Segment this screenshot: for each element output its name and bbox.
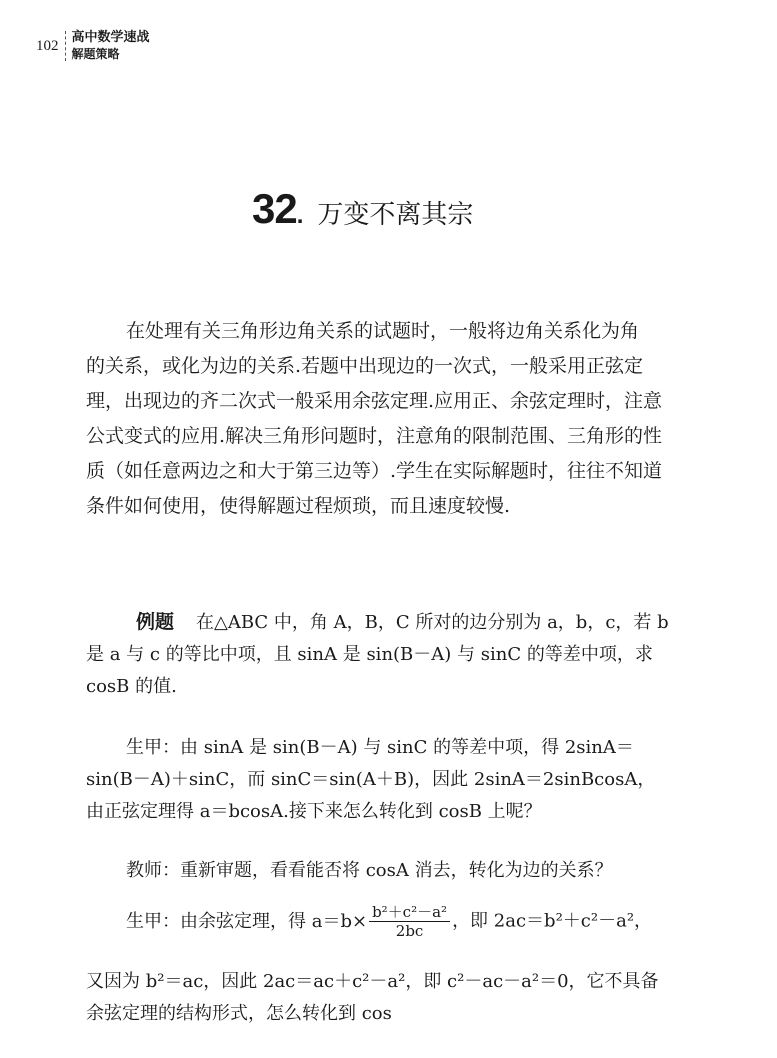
example-line: 在△ABC 中，角 A，B，C 所对的边分别为 a，b，c，若 b — [196, 612, 669, 633]
intro-line: 质（如任意两边之和大于第三边等）.学生在实际解题时，往往不知道 — [86, 460, 663, 482]
dialogue-text: 生甲：由余弦定理，得 a＝b× — [126, 910, 368, 932]
chapter-title: 万变不离其宗 — [317, 200, 474, 230]
dialogue-line: 由正弦定理得 a＝bcosA.接下来怎么转化到 cosB 上呢？ — [86, 801, 542, 822]
intro-line: 在处理有关三角形边角关系的试题时，一般将边角关系化为角 — [126, 320, 640, 342]
chapter-heading — [252, 185, 473, 233]
dialogue-line: 又因为 b²＝ac，因此 2ac＝ac＋c²－a²，即 c²－ac－a²＝0，它不具备 — [86, 971, 659, 992]
fraction-numerator: b²＋c²－a² — [369, 903, 450, 922]
example-line: cosB 的值. — [86, 676, 177, 697]
fraction-denominator: 2bc — [395, 922, 424, 940]
intro-line: 条件如何使用，使得解题过程烦琐，而且速度较慢. — [86, 495, 511, 517]
dialogue-line: 教师：重新审题，看看能否将 cosA 消去，转化为边的关系？ — [126, 860, 613, 881]
page-number: 102 — [36, 37, 59, 54]
example-problem — [86, 606, 722, 703]
fraction — [369, 903, 450, 940]
intro-paragraph — [86, 314, 722, 524]
header-divider — [65, 31, 66, 61]
student-a-paragraph-1 — [86, 732, 722, 828]
header-titles — [72, 30, 150, 62]
book-subtitle: 解题策略 — [71, 47, 120, 61]
intro-line: 公式变式的应用.解决三角形问题时，注意角的限制范围、三角形的性 — [86, 425, 663, 447]
dialogue-text: ，即 2ac＝b²＋c²－a²， — [452, 910, 653, 932]
student-a-paragraph-2 — [86, 903, 722, 940]
intro-line: 理，出现边的齐二次式一般采用余弦定理.应用正、余弦定理时，注意 — [86, 390, 663, 412]
example-label: 例题 — [136, 611, 175, 633]
teacher-paragraph — [86, 855, 722, 887]
dialogue-line: 生甲：由 sinA 是 sin(B－A) 与 sinC 的等差中项，得 2sinA＝ — [126, 737, 634, 758]
chapter-dot: . — [296, 202, 304, 229]
continuation-paragraph — [86, 966, 722, 1030]
dialogue-line: sin(B－A)＋sinC，而 sinC＝sin(A＋B)，因此 2sinA＝2sinBcosA， — [86, 769, 656, 790]
example-line: 是 a 与 c 的等比中项，且 sinA 是 sin(B－A) 与 sinC 的等差中项，求 — [86, 644, 653, 665]
book-title: 高中数学速战 — [71, 30, 150, 45]
dialogue-line: 余弦定理的结构形式，怎么转化到 cos — [86, 1003, 392, 1024]
intro-line: 的关系，或化为边的关系.若题中出现边的一次式，一般采用正弦定 — [86, 355, 644, 377]
chapter-number: 32 — [252, 185, 297, 232]
page-header — [36, 30, 150, 62]
